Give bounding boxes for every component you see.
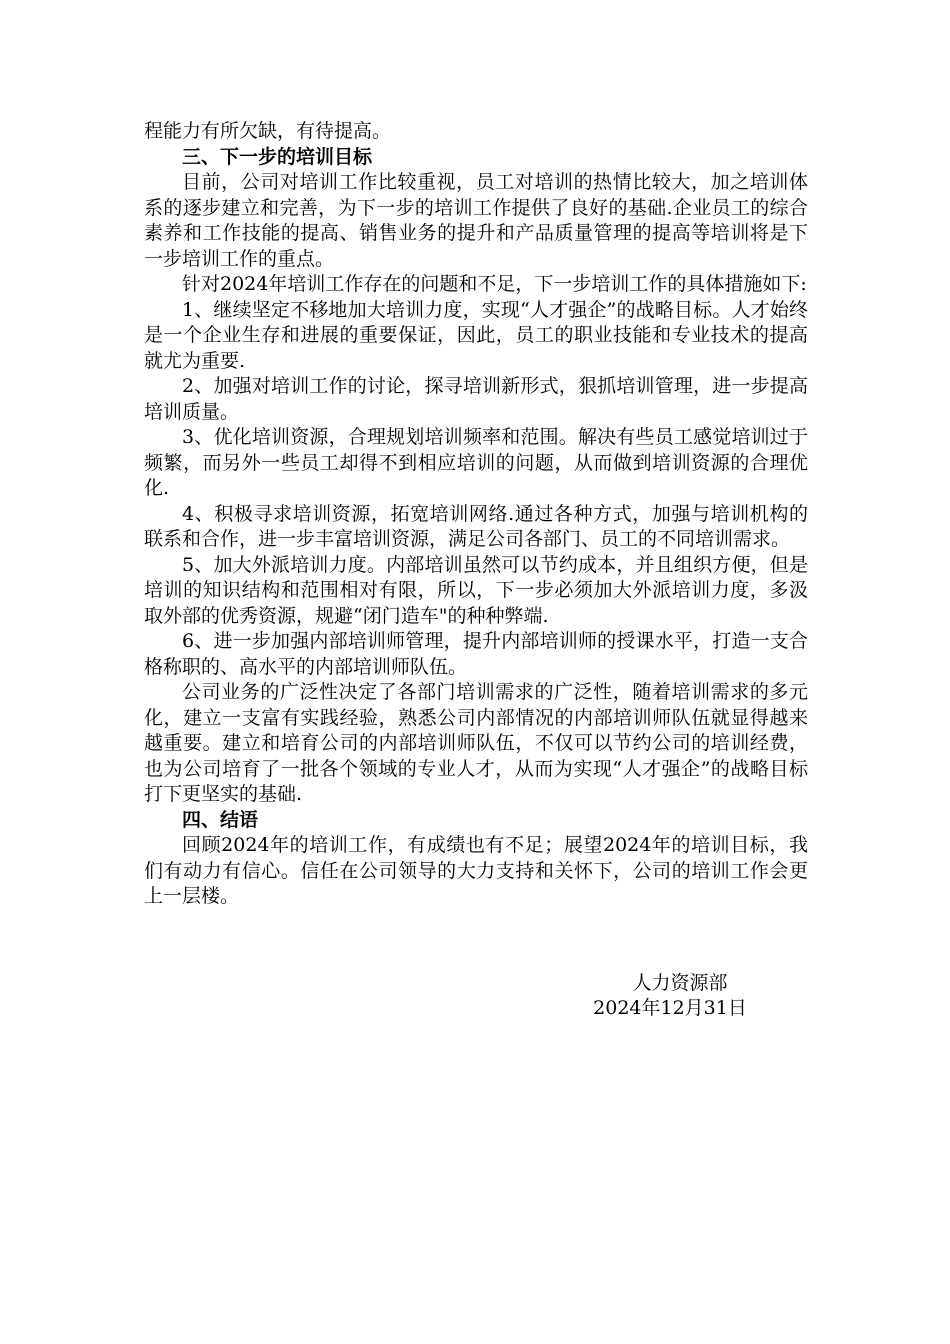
paragraph: 针对2024年培训工作存在的问题和不足，下一步培训工作的具体措施如下: [182,273,807,295]
paragraph: 目前，公司对培训工作比较重视，员工对培训的热情比较大，加之培训体系的逐步建立和完善，为下一步的培训工作提供了良好的基础.企业员工的综合素养和工作技能的提高、销售业务的提升和产品质量管理的提高等培训将是下一步培训工作的重点。 [144,171,808,270]
signature-date: 2024年12月31日 [593,997,747,1019]
measure-item-3: 3、优化培训资源，合理规划培训频率和范围。解决有些员工感觉培训过于频繁，而另外一些员工却得不到相应培训的问题，从而做到培训资源的合理优化. [144,426,808,499]
paragraph: 回顾2024年的培训工作，有成绩也有不足；展望2024年的培训目标，我们有动力有信心。信任在公司领导的大力支持和关怀下，公司的培训工作会更上一层楼。 [144,834,808,907]
section-heading-conclusion: 四、结语 [182,808,259,831]
paragraph: 公司业务的广泛性决定了各部门培训需求的广泛性，随着培训需求的多元化，建立一支富有实践经验，熟悉公司内部情况的内部培训师队伍就显得越来越重要。建立和培育公司的内部培训师队伍，不仅可以节约公司的培训经费，也为公司培育了一批各个领域的专业人才，从而为实现“人才强企”的战略目标打下更坚实的基础. [144,681,808,805]
lead-line: 程能力有所欠缺，有待提高。 [144,120,392,142]
measure-item-4: 4、积极寻求培训资源，拓宽培训网络.通过各种方式，加强与培训机构的联系和合作，进一步丰富培训资源，满足公司各部门、员工的不同培训需求。 [144,502,808,550]
document-body [144,119,808,910]
measure-item-2: 2、加强对培训工作的讨论，探寻培训新形式，狠抓培训管理，进一步提高培训质量。 [144,375,808,423]
section-heading-next-goals: 三、下一步的培训目标 [182,145,373,168]
measure-item-5: 5、加大外派培训力度。内部培训虽然可以节约成本，并且组织方便，但是培训的知识结构和范围相对有限，所以，下一步必须加大外派培训力度，多汲取外部的优秀资源，规避“闭门造车"的种种弊端. [144,553,808,627]
measure-item-1: 1、继续坚定不移地加大培训力度，实现“人才强企”的战略目标。人才始终是一个企业生存和进展的重要保证，因此，员工的职业技能和专业技术的提高就尤为重要. [144,298,808,372]
measure-item-6: 6、进一步加强内部培训师管理，提升内部培训师的授课水平，打造一支合格称职的、高水平的内部培训师队伍。 [144,630,808,678]
signature-department: 人力资源部 [632,972,728,994]
